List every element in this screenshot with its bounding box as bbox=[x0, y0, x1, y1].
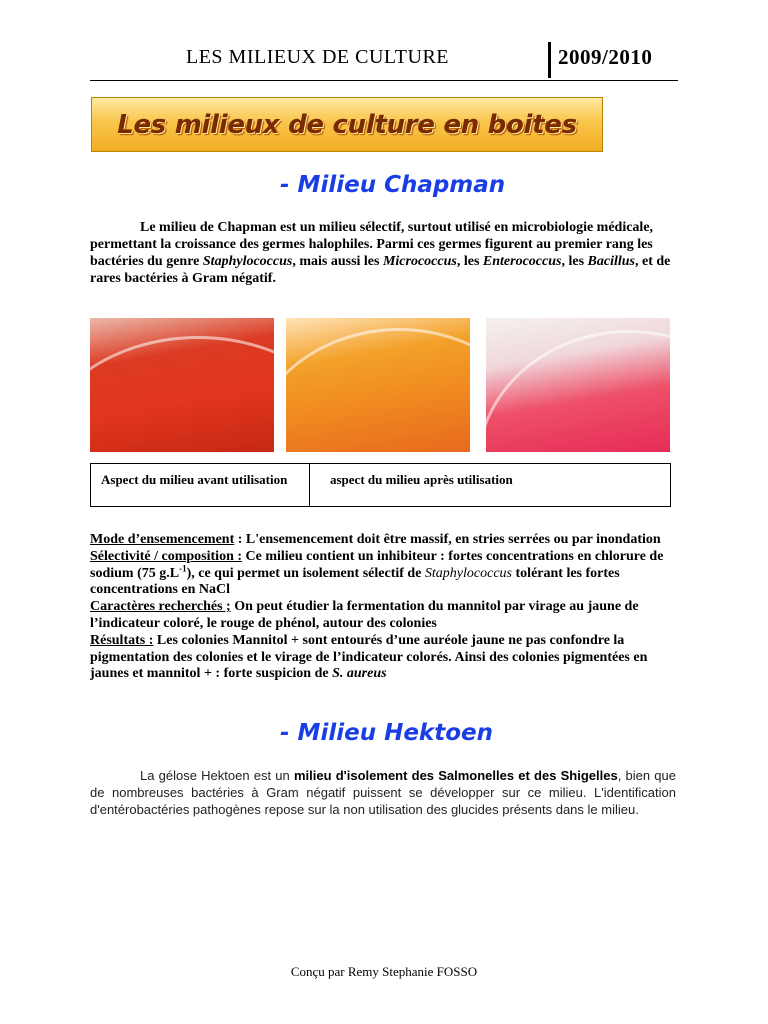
document-header-year: 2009/2010 bbox=[558, 45, 653, 69]
caracteres-recherches: Caractères recherchés ; On peut étudier la fermentation du mannitol par virage au jaune de l’indicateur coloré, le rouge de phénol, autour des colonies bbox=[90, 599, 639, 631]
hektoen-paragraph: La gélose Hektoen est un milieu d'isolement des Salmonelles et des Shigelles, bien que de nombreuses bactéries à Gram négatif puissent se développer sur ce milieu. L'identification d'entérobactéries pathogènes repose sur la non utilisation des glucides présents dans le milieu. bbox=[90, 768, 676, 817]
chapman-intro-paragraph: Le milieu de Chapman est un milieu sélectif, surtout utilisé en microbiologie médicale, permettant la croissance des germes halophiles. Parmi ces germes figurent au premier rang les bactéries du genre Staphylococcus, mais aussi les Micrococcus, les Enterococcus, les Bacillus, et de rares bactéries à Gram négatif. bbox=[90, 220, 671, 286]
caption-before-use: Aspect du milieu avant utilisation bbox=[101, 472, 288, 487]
mode-ensemencement: Mode d’ensemencement : L'ensemencement doit être massif, en stries serrées ou par inondation bbox=[90, 532, 661, 547]
section-banner bbox=[91, 97, 603, 152]
hektoen-heading: - Milieu Hektoen bbox=[280, 720, 493, 746]
caption-after-use: aspect du milieu après utilisation bbox=[330, 472, 513, 487]
petri-dish-photo-yellow bbox=[286, 318, 470, 452]
petri-dish-photo-red bbox=[90, 318, 274, 452]
footer-credit: Conçu par Remy Stephanie FOSSO bbox=[290, 964, 478, 979]
banner-title: Les milieux de culture en boites bbox=[117, 109, 577, 140]
petri-dish-photo-pink bbox=[486, 318, 670, 452]
document-header-title: LES MILIEUX DE CULTURE bbox=[185, 46, 450, 68]
header-divider bbox=[548, 42, 551, 78]
selectivite-composition: Sélectivité / composition : Ce milieu contient un inhibiteur : fortes concentrations en chlorure de sodium (75 $g.L^{-1}$), ce qui permet un isolement sélectif de Staphylococcus tolérant les fortes concentrations en NaCl bbox=[90, 548, 664, 598]
caption-divider bbox=[309, 463, 310, 507]
resultats: Résultats : Les colonies Mannitol + sont entourés d’une auréole jaune ne pas confondre la pigmentation des colonies et le virage de l’indicateur colorés. Ainsi des colonies pigmentées en jaunes et mannitol + : forte suspicion de S. aureus bbox=[90, 632, 648, 682]
chapman-heading: - Milieu Chapman bbox=[280, 172, 506, 198]
chapman-details bbox=[90, 532, 680, 683]
header-rule bbox=[90, 80, 678, 81]
